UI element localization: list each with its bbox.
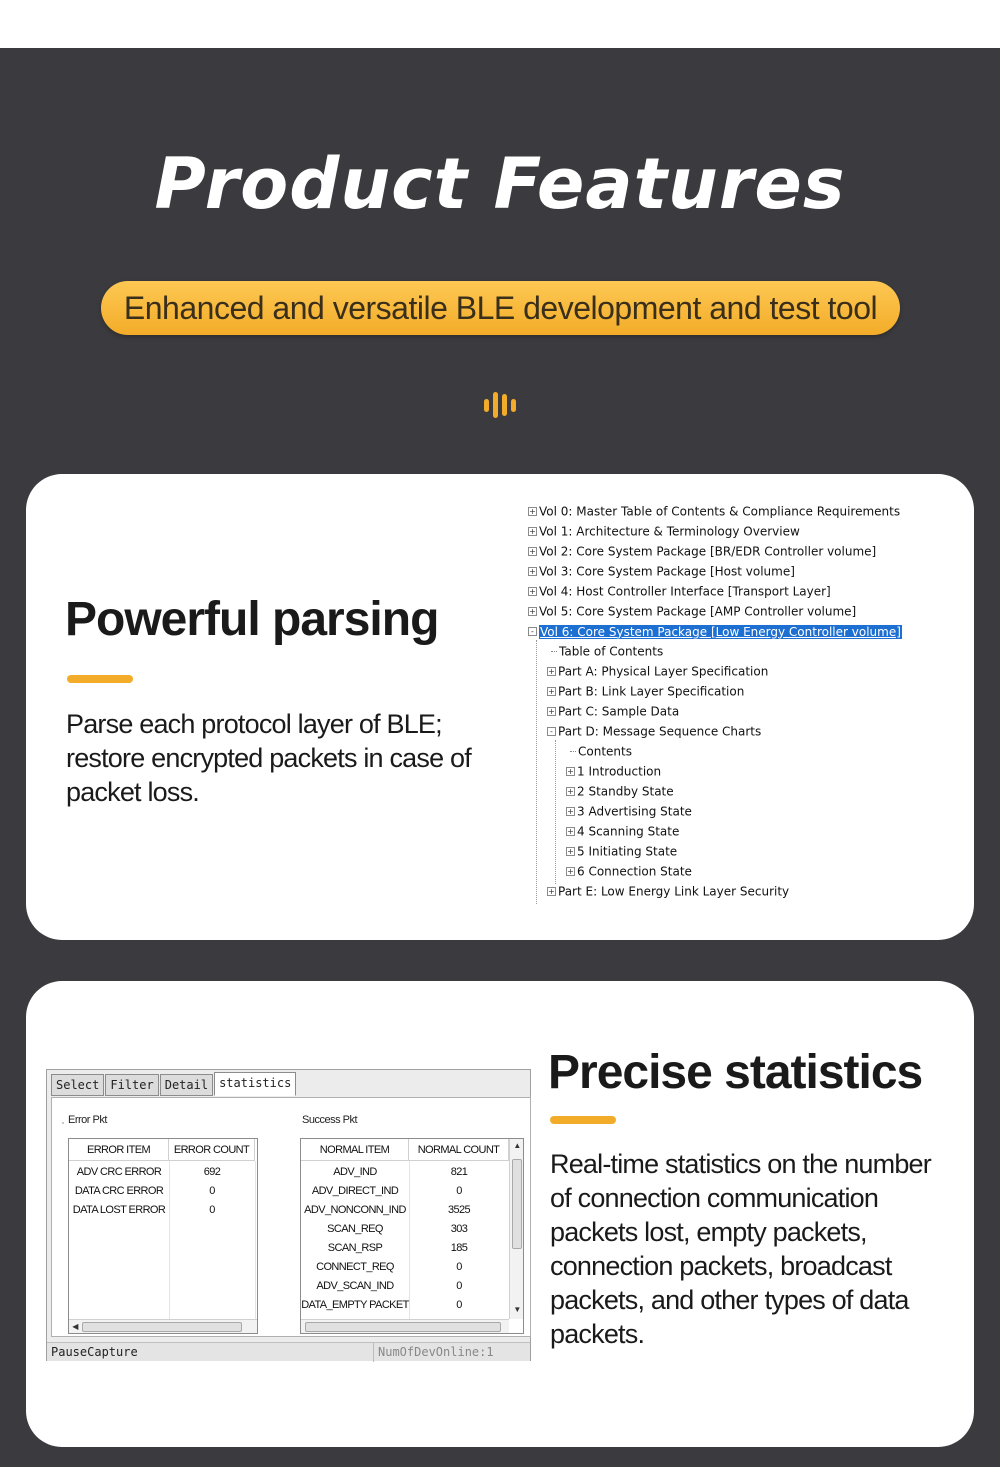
status-capture: PauseCapture [51, 1345, 138, 1359]
tree-item-label: 6 Connection State [577, 864, 692, 879]
error-count-header[interactable]: ERROR COUNT [169, 1139, 255, 1161]
tree-item-label: Vol 6: Core System Package [Low Energy Controller volume] [540, 624, 901, 639]
error-group-label: Error Pkt [68, 1114, 107, 1126]
error-hscroll-thumb[interactable] [82, 1322, 242, 1332]
status-bar [47, 1342, 530, 1361]
error-item-cell: DATA CRC ERROR [74, 1185, 164, 1197]
parsing-title: Powerful parsing [65, 593, 439, 646]
normal-item-cell: ADV_IND [333, 1166, 377, 1178]
normal-item-cell: DATA_EMPTY PACKET [301, 1299, 409, 1311]
tab-detail[interactable]: Detail [160, 1074, 213, 1096]
tree-item-label: Vol 3: Core System Package [Host volume] [539, 564, 795, 579]
normal-count-header[interactable]: NORMAL COUNT [409, 1139, 509, 1161]
error-hscrollbar[interactable]: ◀ [69, 1319, 257, 1333]
tree-item-label: Vol 2: Core System Package [BR/EDR Controller volume] [539, 544, 877, 559]
error-col-divider-2 [255, 1161, 256, 1333]
tree-item[interactable] [528, 582, 831, 600]
tree-item-label: Vol 1: Architecture & Terminology Overview [539, 524, 800, 539]
success-table-row[interactable] [301, 1296, 509, 1315]
normal-count-cell: 0 [456, 1299, 462, 1311]
error-list-view[interactable] [68, 1138, 258, 1334]
success-vscroll-thumb[interactable] [512, 1159, 522, 1249]
error-item-header[interactable]: ERROR ITEM [69, 1139, 169, 1161]
statistics-accent-line [550, 1116, 616, 1124]
success-list-header [301, 1139, 509, 1161]
tree-item-label: Vol 4: Host Controller Interface [Transport Layer] [539, 584, 831, 599]
bars-icon [484, 390, 518, 420]
collapse-icon[interactable]: - [528, 627, 537, 636]
status-devices-online: NumOfDevOnline:1 [373, 1343, 494, 1362]
normal-count-cell: 0 [456, 1261, 462, 1273]
normal-item-cell: ADV_SCAN_IND [316, 1280, 394, 1292]
tree-item[interactable] [547, 642, 663, 660]
normal-item-cell: ADV_DIRECT_IND [311, 1185, 399, 1197]
tree-item-label: Part D: Message Sequence Charts [558, 724, 762, 739]
error-table-row[interactable] [69, 1163, 255, 1182]
tab-bar [51, 1074, 297, 1096]
normal-count-cell: 3525 [447, 1204, 471, 1216]
tree-item-label: Part A: Physical Layer Specification [558, 664, 769, 679]
expand-icon[interactable]: + [529, 567, 536, 576]
tree-item[interactable] [566, 762, 661, 780]
error-table-row[interactable] [69, 1182, 255, 1201]
expand-icon[interactable]: + [548, 887, 555, 896]
expand-icon[interactable]: + [567, 767, 574, 776]
statistics-title: Precise statistics [548, 1046, 923, 1099]
expand-icon[interactable]: + [567, 807, 574, 816]
tree-item[interactable] [566, 862, 692, 880]
error-table-row[interactable] [69, 1201, 255, 1220]
tree-item[interactable] [528, 522, 800, 540]
collapse-icon[interactable]: - [547, 727, 556, 736]
success-table-row[interactable] [301, 1277, 509, 1296]
success-table-row[interactable] [301, 1239, 509, 1258]
tree-item[interactable] [528, 542, 876, 560]
tree-item[interactable] [528, 602, 856, 620]
normal-item-cell: ADV_NONCONN_IND [304, 1204, 406, 1216]
tree-item[interactable] [566, 782, 674, 800]
tree-item[interactable] [566, 802, 692, 820]
success-table-row[interactable] [301, 1163, 509, 1182]
normal-item-cell: CONNECT_REQ [316, 1261, 394, 1273]
success-table-row[interactable] [301, 1220, 509, 1239]
tree-item-label: 5 Initiating State [577, 844, 678, 859]
tree-item-label: Contents [578, 744, 632, 759]
expand-icon[interactable]: + [529, 607, 536, 616]
tree-item-label: 2 Standby State [577, 784, 674, 799]
normal-count-cell: 303 [450, 1223, 468, 1235]
group-divider [62, 1122, 64, 1124]
error-count-cell: 692 [203, 1166, 221, 1178]
success-hscrollbar[interactable] [301, 1319, 509, 1333]
tree-item-label: 3 Advertising State [577, 804, 692, 819]
page-title: Product Features [154, 143, 846, 225]
expand-icon[interactable]: + [567, 847, 574, 856]
tree-item-label: Part E: Low Energy Link Layer Security [558, 884, 790, 899]
tree-item[interactable] [547, 722, 761, 740]
error-count-cell: 0 [209, 1204, 215, 1216]
statistics-panel [51, 1097, 531, 1337]
tree-connector [570, 751, 576, 752]
tree-guide-line [555, 740, 556, 884]
tree-item-label: Vol 0: Master Table of Contents & Compliance Requirements [539, 504, 901, 519]
tree-item[interactable] [566, 822, 679, 840]
success-table-row[interactable] [301, 1182, 509, 1201]
spec-tree-view [528, 500, 908, 910]
error-item-cell: ADV CRC ERROR [76, 1166, 162, 1178]
success-list-view[interactable] [300, 1138, 524, 1334]
normal-item-cell: SCAN_RSP [327, 1242, 383, 1254]
tree-item-label: 1 Introduction [577, 764, 662, 779]
normal-count-cell: 0 [456, 1280, 462, 1292]
statistics-description: Real-time statistics on the number of connection communication packets lost, empty packets, connection packets, broadcast packets, and other types of data packets. [550, 1149, 931, 1349]
expand-icon[interactable]: + [529, 507, 536, 516]
parsing-accent-line [67, 675, 133, 683]
normal-count-cell: 185 [450, 1242, 468, 1254]
normal-item-cell: SCAN_REQ [327, 1223, 383, 1235]
expand-icon[interactable]: + [529, 527, 536, 536]
expand-icon[interactable]: + [548, 667, 555, 676]
tab-select[interactable]: Select [51, 1074, 104, 1096]
success-table-row[interactable] [301, 1258, 509, 1277]
tree-item[interactable] [566, 842, 677, 860]
expand-icon[interactable]: + [529, 547, 536, 556]
tree-item-label: 4 Scanning State [577, 824, 680, 839]
expand-icon[interactable]: + [548, 707, 555, 716]
error-count-cell: 0 [209, 1185, 215, 1197]
tree-guide-line [536, 640, 537, 904]
expand-icon[interactable]: + [567, 827, 574, 836]
error-list-header [69, 1139, 255, 1161]
normal-count-cell: 821 [450, 1166, 468, 1178]
tree-item[interactable] [566, 742, 632, 760]
normal-count-cell: 0 [456, 1185, 462, 1197]
tree-item[interactable] [547, 682, 744, 700]
normal-item-header[interactable]: NORMAL ITEM [301, 1139, 409, 1161]
parsing-description: Parse each protocol layer of BLE; restore encrypted packets in case of packet loss. [66, 709, 471, 807]
tree-item[interactable] [528, 622, 902, 640]
tree-item-label: Vol 5: Core System Package [AMP Controller volume] [539, 604, 857, 619]
top-strip [0, 0, 1000, 48]
subtitle-banner [101, 281, 900, 335]
expand-icon[interactable]: + [529, 587, 536, 596]
tab-filter[interactable]: Filter [105, 1074, 158, 1096]
tree-item[interactable] [528, 502, 900, 520]
tree-item[interactable] [528, 562, 795, 580]
tree-item-label: Part B: Link Layer Specification [558, 684, 745, 699]
tree-item[interactable] [547, 702, 679, 720]
statistics-window [46, 1069, 531, 1361]
expand-icon[interactable]: + [548, 687, 555, 696]
success-table-row[interactable] [301, 1201, 509, 1220]
success-hscroll-thumb[interactable] [305, 1322, 501, 1332]
expand-icon[interactable]: + [567, 867, 574, 876]
success-vscrollbar[interactable]: ▲ ▼ [509, 1139, 523, 1319]
expand-icon[interactable]: + [567, 787, 574, 796]
tree-connector [551, 651, 557, 652]
subtitle-text: Enhanced and versatile BLE development and test tool [123, 289, 878, 326]
tree-item[interactable] [547, 662, 768, 680]
success-group-label: Success Pkt [302, 1114, 358, 1126]
tree-item-label: Part C: Sample Data [558, 704, 680, 719]
tree-item-label: Table of Contents [559, 644, 664, 659]
tree-item[interactable] [547, 882, 789, 900]
error-item-cell: DATA LOST ERROR [72, 1204, 166, 1216]
tab-statistics[interactable]: statistics [214, 1072, 296, 1096]
